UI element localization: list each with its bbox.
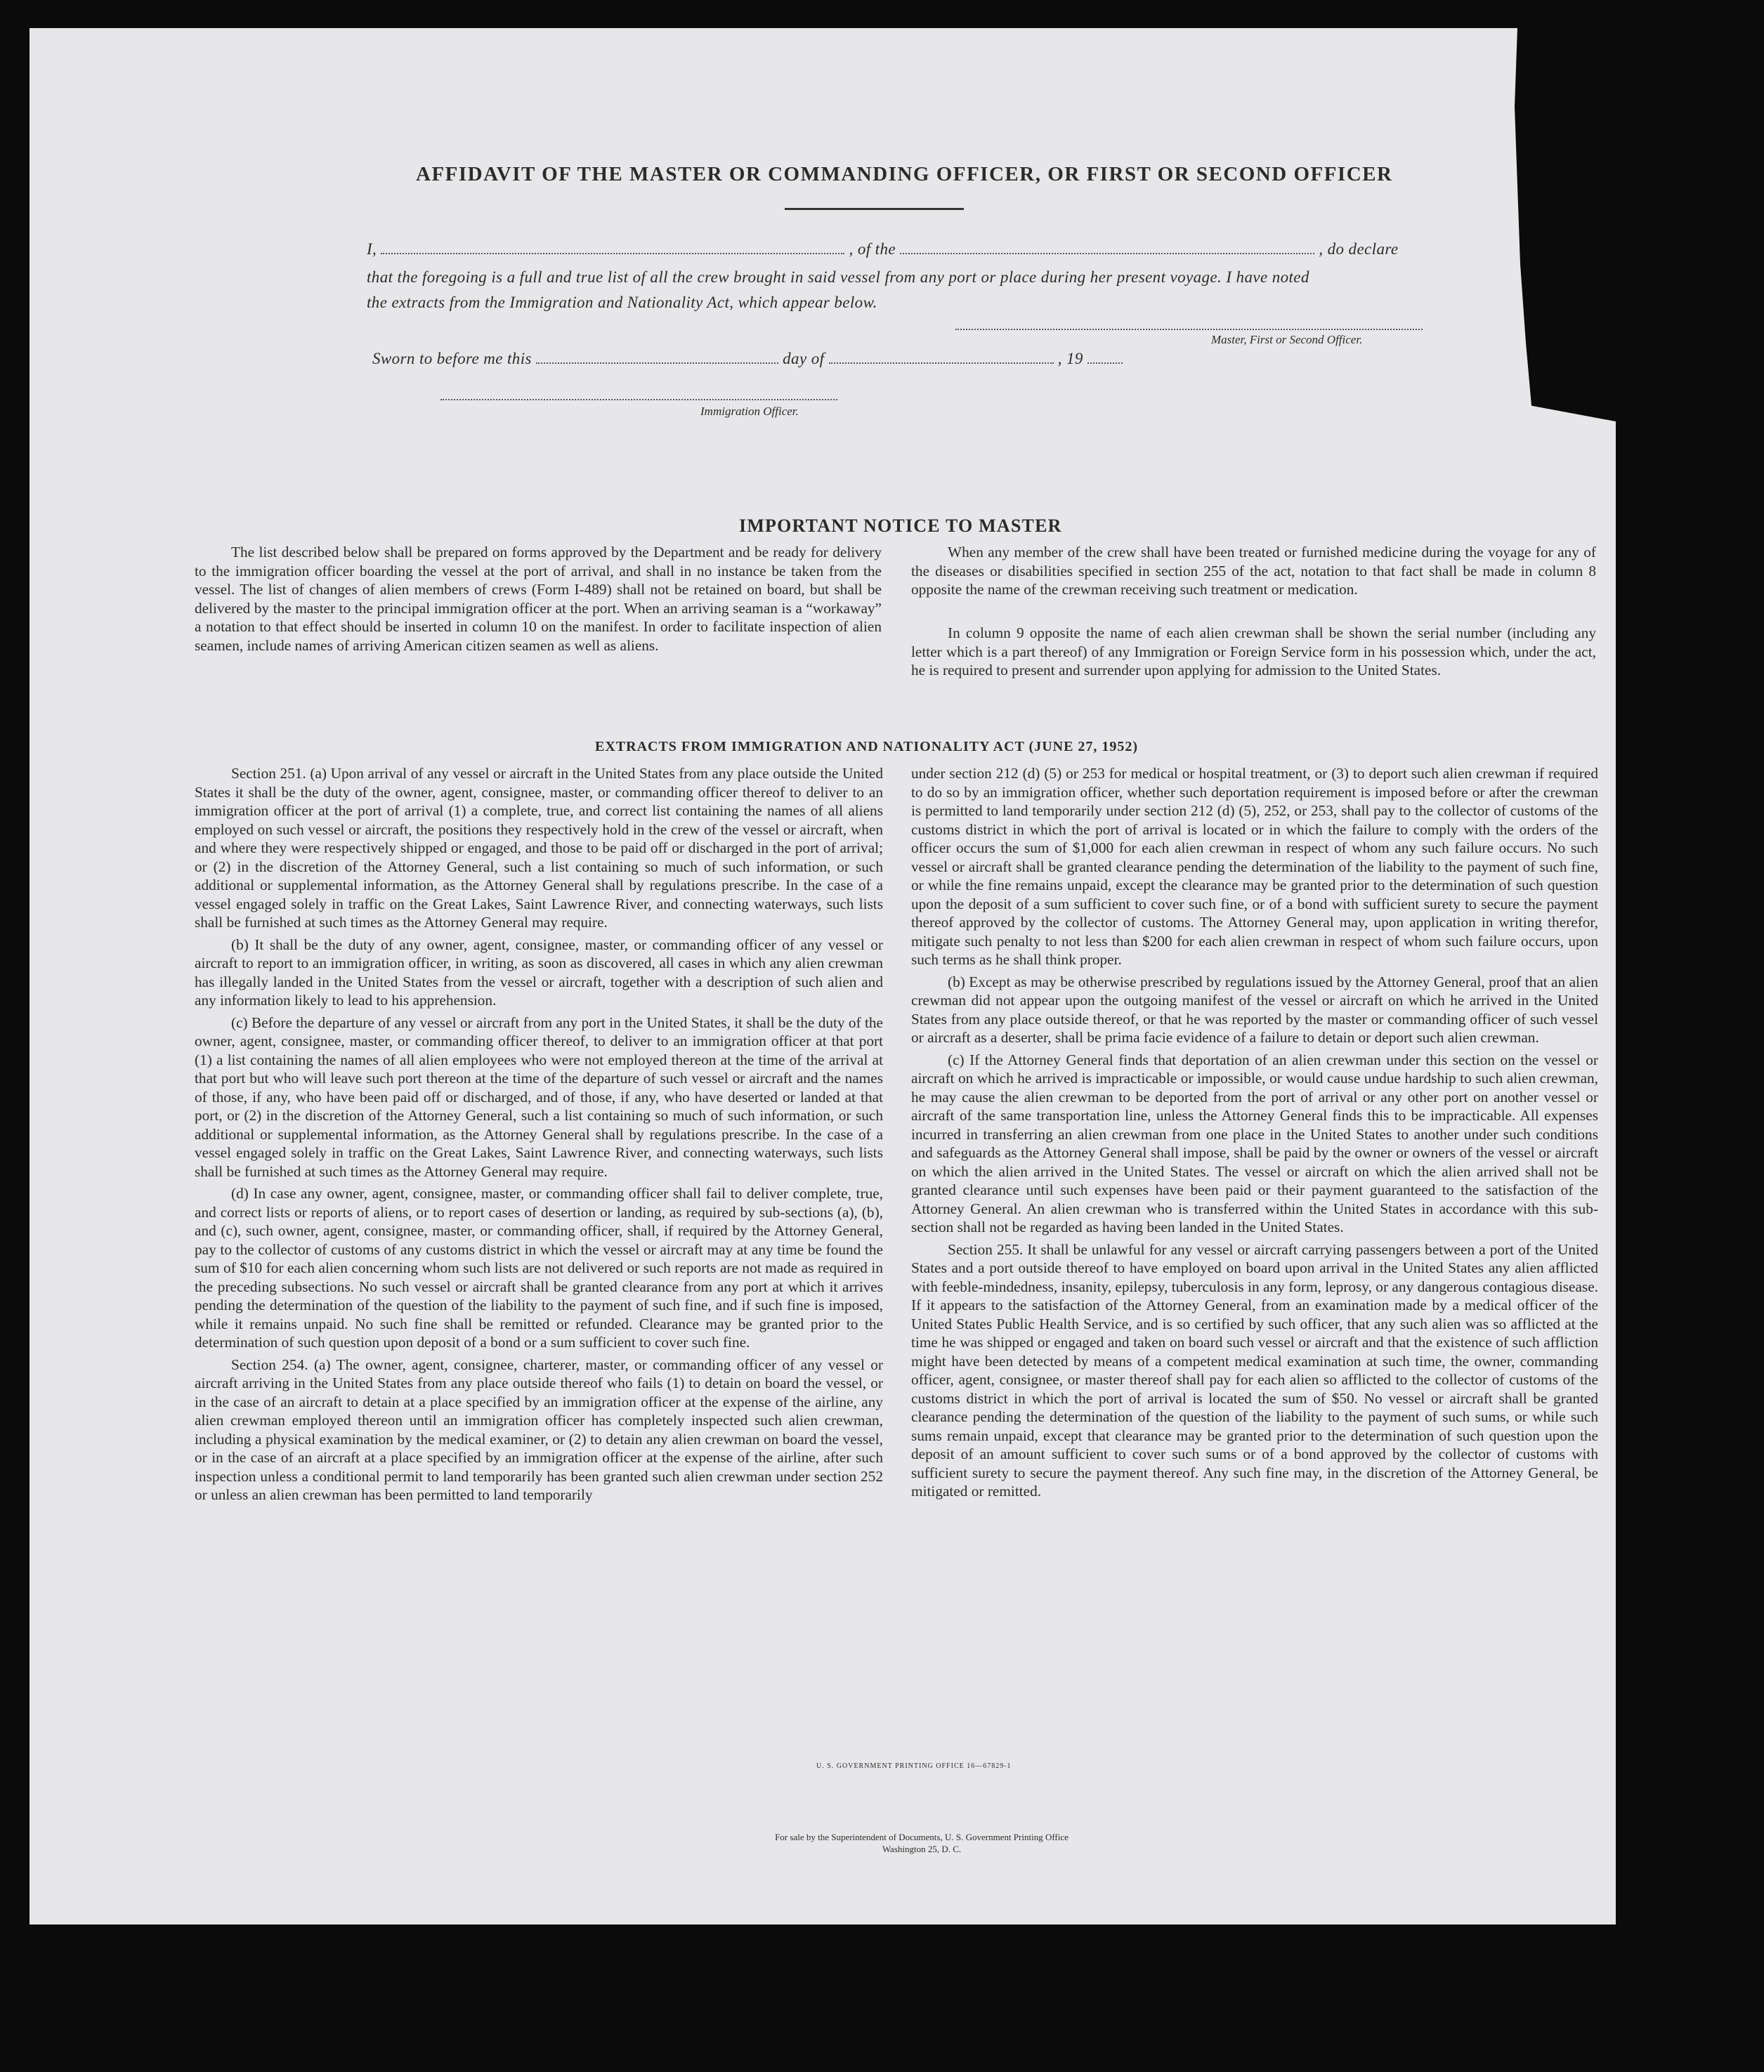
section-254-c: (c) If the Attorney General finds that deportation of an alien crewman under this section on the vessel or aircraft on which he arrived is impracticable or impossible, or would cause undue hardship to such alien crewman, he may cause the alien crewman to be deported from the port of arrival or any other port on another vessel or aircraft of the same transportation line, unless the Attorney General finds this to be impracticable. All expenses incurred in transferring an alien crewman from one place in the United States to another under such conditions and safeguards as the Attorney General shall impose, shall be paid by the owner or owners of the vessel or aircraft on which the alien arrived in the United States. The vessel or aircraft on which the alien arrived shall not be granted clearance until such expenses have been paid or their payment guaranteed to the satisfaction of the Attorney General. An alien crewman who is transferred within the United States in accordance with this sub-section shall not be regarded as having been landed in the United States.: [911, 1051, 1598, 1235]
sworn-prefix: Sworn to before me this: [372, 350, 532, 367]
punch-hole: [1661, 1645, 1689, 1673]
declaration-line-3: the extracts from the Immigration and Nationality Act, which appear below.: [367, 294, 877, 311]
declaration-of-the: , of the: [849, 240, 896, 258]
extracts-right-column: [911, 764, 1598, 1501]
sworn-month-field[interactable]: [829, 350, 1054, 364]
declaration-line-2: that the foregoing is a full and true list of all the crew brought in said vessel from any port or place during her present voyage. I have noted: [367, 268, 1309, 286]
declaration-do-declare: , do declare: [1319, 240, 1399, 258]
section-254-a-continued: under section 212 (d) (5) or 253 for medical or hospital treatment, or (3) to deport such alien crewman if required to do so by an immigration officer, whether such deportation requirement is imposed before or after the crewman is permitted to land temporarily under section 212 (d) (5), 252, or 253, shall pay to the collector of customs of the customs district in which the port of arrival is located or in which the failure to comply with the orders of the officer occurs the sum of $1,000 for each alien crewman in respect of whom any such failure occurs. No such vessel or aircraft shall be granted clearance pending the determination of the liability to the payment of such fine, or while the fine remains unpaid, except the clearance may be granted prior to the determination of such question upon the deposit of a sum sufficient to cover such fine, or of a bond with sufficient surety to secure the payment thereof approved by the collector of customs. The Attorney General may, upon application in writing therefor, mitigate such penalty to not less than $200 for each alien crewman in respect of whom such failure occurs, upon such terms as he shall think proper.: [911, 765, 1598, 968]
punch-hole: [1661, 1749, 1689, 1777]
section-251-d: (d) In case any owner, agent, consignee, master, or commanding officer shall fail to deliver complete, true, and correct lists or reports of aliens, or to report cases of desertion or landing, as required by sub-sections (a), (b), and (c), such owner, agent, consignee, master, or commanding officer, shall, if required by the Attorney General, pay to the collector of customs of any customs district in which the vessel or aircraft may at any time be found the sum of $10 for each alien concerning whom such lists are not delivered or such reports are not made as required in the preceding subsections. No such vessel or aircraft shall be granted clearance from any port at which it arrives pending the determination of the question of the liability to the payment of such fine, and if such fine is imposed, while it remains unpaid. No such fine shall be remitted or refunded. Clearance may be granted prior to the determination of such question upon deposit of a bond or a sum sufficient to cover such fine.: [195, 1185, 883, 1351]
section-254-a: Section 254. (a) The owner, agent, consignee, charterer, master, or commanding officer of any vessel or aircraft arriving in the United States from any place outside thereof who fails (1) to detain on board the vessel, or in the case of an aircraft to detain at a place specified by an immigration officer at the expense of the airline, any alien crewman employed thereon until an immigration officer has completely inspected such alien crewman, including a physical examination by the medical examiner, or (2) to detain any alien crewman on board the vessel, or in the case of an aircraft at a place specified by an immigration officer at the expense of the airline, after such inspection unless a conditional permit to land temporarily has been granted such alien crewman under section 252 or unless an alien crewman has been permitted to land temporarily: [195, 1356, 883, 1503]
sale-notice: [704, 1831, 1139, 1855]
section-251-b: (b) It shall be the duty of any owner, agent, consignee, master, or commanding officer of any vessel or aircraft to report to an immigration officer, in writing, as soon as discovered, all cases in which any alien crewman has illegally landed in the United States from the vessel or aircraft, together with a description of such alien and any information likely to lead to his apprehension.: [195, 936, 883, 1009]
immigration-officer-label: Immigration Officer.: [700, 405, 799, 418]
section-251-a: Section 251. (a) Upon arrival of any vessel or aircraft in the United States from any place outside the United States it shall be the duty of the owner, agent, consignee, master, or commanding officer thereof to deliver to an immigration officer at the port of arrival (1) a complete, true, and correct list containing the names of all aliens employed on such vessel or aircraft, the positions they respectively hold in the crew of the vessel or aircraft, when and where they were respectively shipped or engaged, and those to be paid off or discharged in the port of arrival; or (2) in the discretion of the Attorney General, such a list containing so much of such information, or such additional or supplemental information, as the Attorney General shall by regulations prescribe. In the case of a vessel engaged solely in traffic on the Great Lakes, Saint Lawrence River, and connecting waterways, such lists shall be furnished at such times as the Attorney General may require.: [195, 765, 883, 931]
section-254-b: (b) Except as may be otherwise prescribed by regulations issued by the Attorney General, proof that an alien crewman did not appear upon the outgoing manifest of the vessel or aircraft on which he arrived in the United States from any place outside thereof, or that he was reported by the master or commanding officer of such vessel or aircraft as a deserter, shall be prima facie evidence of a failure to detain or deport such alien crewman.: [911, 973, 1598, 1046]
punch-hole: [1661, 1358, 1689, 1386]
document-page: [30, 28, 1616, 1925]
sworn-year-field[interactable]: [1087, 350, 1123, 364]
affidavit-title: AFFIDAVIT OF THE MASTER OR COMMANDING OFFICER, OR FIRST OR SECOND OFFICER: [416, 163, 1393, 185]
declaration-i: I,: [367, 240, 377, 258]
sworn-day-of: day of: [783, 350, 825, 367]
sworn-date-field[interactable]: [536, 350, 778, 364]
extracts-left-column: [195, 764, 883, 1504]
declaration-line-1: [367, 240, 1398, 258]
punch-hole: [1661, 1254, 1689, 1283]
name-field[interactable]: [381, 240, 844, 254]
section-251-c: (c) Before the departure of any vessel or aircraft from any port in the United States, it shall be the duty of the owner, agent, consignee, master, or commanding officer thereof, to deliver to an immigration officer at that port (1) a list containing the names of all alien employees who were not employed thereon at the time of the arrival at that port but who will leave such port thereon at the time of the departure of such vessel or aircraft and the names of those, if any, who have been paid off or discharged, and of those, if any, who have deserted or landed at that port, or (2) in the discretion of the Attorney General, such a list containing so much of such information, or such additional or supplemental information, as the Attorney General shall by regulations prescribe. In the case of a vessel engaged solely in traffic on the Great Lakes, Saint Lawrence River, and connecting waterways, such lists shall be furnished at such times as the Attorney General may require.: [195, 1014, 883, 1180]
notice-right-paragraph-1: When any member of the crew shall have been treated or furnished medicine during the voyage for any of the diseases or disabilities specified in section 255 of the act, notation to that fact shall be made in column 8 opposite the name of the crewman receiving such treatment or medication.: [911, 544, 1596, 598]
notice-title: IMPORTANT NOTICE TO MASTER: [739, 516, 1062, 536]
punch-hole: [1661, 583, 1689, 611]
notice-left-paragraph: The list described below shall be prepared on forms approved by the Department and be ready for delivery to the immigration officer boarding the vessel at the port of arrival, and shall in no instance be taken from the vessel. The list of changes of alien members of crews (Form I-489) shall not be retained on board, but shall be delivered by the master to the principal immigration officer at the port. When an arriving seaman is a “workaway” a notation to that effect should be inserted in column 10 on the manifest. In order to facilitate inspection of alien seamen, include names of arriving American citizen seamen as well as aliens.: [195, 544, 882, 654]
punch-hole: [1661, 693, 1689, 721]
sale-notice-line-1: For sale by the Superintendent of Documents, U. S. Government Printing Office: [775, 1832, 1069, 1842]
notice-right-paragraph-2: In column 9 opposite the name of each alien crewman shall be shown the serial number (including any letter which is a part thereof) of any Immigration or Foreign Service form in his possession which, under the act, he is required to present and surrender upon applying for admission to the United States.: [911, 624, 1596, 678]
master-signature-line[interactable]: [955, 329, 1423, 330]
vessel-field[interactable]: [900, 240, 1314, 254]
extracts-title: EXTRACTS FROM IMMIGRATION AND NATIONALITY ACT (JUNE 27, 1952): [595, 739, 1139, 754]
master-signature-label: Master, First or Second Officer.: [1211, 333, 1363, 346]
sworn-year: , 19: [1057, 350, 1083, 367]
sworn-line: [372, 350, 1123, 368]
torn-page-edge: [1475, 28, 1616, 421]
gpo-imprint: U. S. GOVERNMENT PRINTING OFFICE 16—67829-1: [816, 1762, 1012, 1770]
immigration-officer-signature-line[interactable]: [440, 399, 837, 400]
title-divider: [785, 208, 964, 210]
sale-notice-line-2: Washington 25, D. C.: [882, 1844, 962, 1854]
section-255: Section 255. It shall be unlawful for any vessel or aircraft carrying passengers between a port of the United States and a port outside thereof to have employed on board upon arrival in the United States any alien afflicted with feeble-mindedness, insanity, epilepsy, tuberculosis in any form, leprosy, or any dangerous contagious disease. If it appears to the satisfaction of the Attorney General, from an examination made by a medical officer of the United States Public Health Service, and is so certified by such officer, that any such alien was so afflicted at the time he was shipped or engaged and taken on board such vessel or aircraft and that the existence of such affliction might have been detected by means of a competent medical examination at such time, the owner, commanding officer, agent, consignee, or master thereof shall pay for each alien so afflicted to the collector of customs of the customs district in which the port of arrival is located the sum of $50. No vessel or aircraft shall be granted clearance pending the determination of the question of the liability to the payment of such sums, or while such sums remain unpaid, except that clearance may be granted prior to the determination of such question upon the deposit of an amount sufficient to cover such sums or of a bond approved by the collector of customs with sufficient surety to secure the payment thereof. Any such fine may, in the discretion of the Attorney General, be mitigated or remitted.: [911, 1240, 1598, 1500]
